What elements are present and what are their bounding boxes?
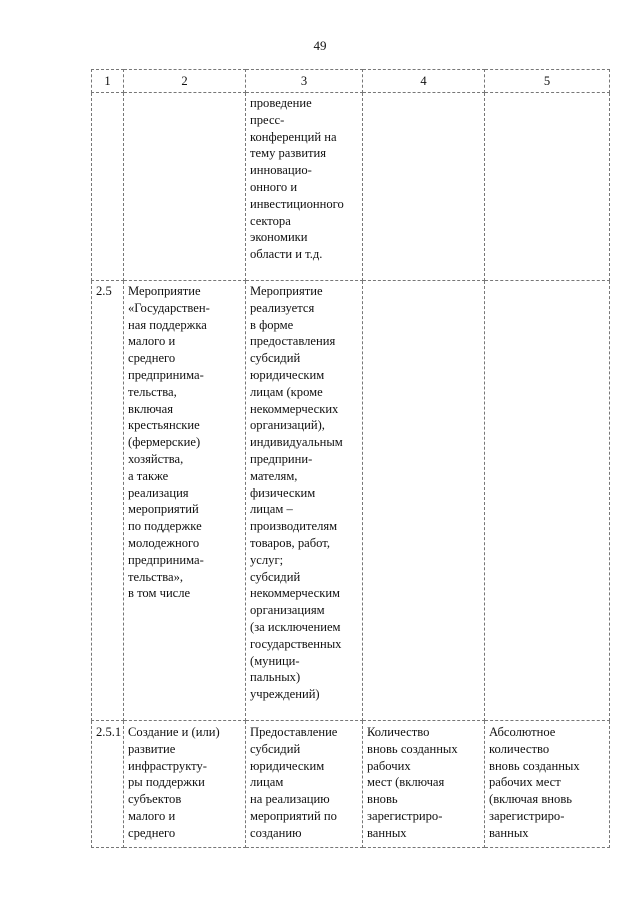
cell-text-line: физическим bbox=[250, 485, 316, 500]
cell-text-line: включая bbox=[128, 401, 173, 416]
cell-text-line: онного и bbox=[250, 179, 298, 194]
cell-text-line: хозяйства, bbox=[128, 451, 184, 466]
event-name-cell bbox=[124, 93, 246, 281]
row-number-cell: 2.5.1 bbox=[92, 721, 124, 848]
cell-text-line: пальных) bbox=[250, 670, 301, 685]
cell-text-line: количество bbox=[489, 741, 550, 756]
cell-text-line: (за исключением bbox=[250, 619, 341, 634]
header-cell-3: 3 bbox=[246, 70, 363, 93]
cell-text-line: на реализацию bbox=[250, 792, 330, 807]
cell-text-line: лицам bbox=[250, 775, 284, 790]
cell-text-line: в том числе bbox=[128, 586, 191, 601]
cell-text-line: лицам (кроме bbox=[250, 384, 323, 399]
cell-text-line: сектора bbox=[250, 213, 291, 228]
indicator-cell bbox=[363, 721, 485, 848]
table-row bbox=[92, 281, 610, 721]
cell-text-line: Количество bbox=[367, 725, 430, 739]
cell-text-line: учреждений) bbox=[250, 687, 320, 702]
cell-text-line: рабочих bbox=[367, 758, 411, 773]
cell-text-line: организациям bbox=[250, 603, 325, 618]
cell-text-line: среднего bbox=[128, 825, 176, 840]
cell-text-line: «Государствен- bbox=[128, 300, 210, 315]
indicator-description-cell bbox=[485, 281, 610, 721]
table-row bbox=[92, 93, 610, 281]
cell-text-line: тельства, bbox=[128, 384, 177, 399]
cell-text-line: услуг; bbox=[250, 552, 284, 567]
cell-text-line: юридическим bbox=[250, 758, 325, 773]
cell-text-line: Мероприятие bbox=[128, 284, 201, 298]
cell-text-line: инвестиционного bbox=[250, 196, 344, 211]
cell-text-line: крестьянские bbox=[128, 418, 200, 433]
cell-text-line: среднего bbox=[128, 351, 176, 366]
cell-text-line: некоммерческим bbox=[250, 586, 341, 601]
cell-text-line: субсидий bbox=[250, 741, 301, 756]
indicator-cell bbox=[363, 281, 485, 721]
cell-text-line: (фермерские) bbox=[128, 435, 201, 450]
page-number: 49 bbox=[313, 38, 327, 53]
cell-text-line: проведение bbox=[250, 96, 312, 110]
header-row bbox=[92, 70, 610, 93]
cell-text-line: созданию bbox=[250, 825, 302, 840]
cell-text-line: малого и bbox=[128, 334, 176, 349]
cell-text-line: области и т.д. bbox=[250, 247, 323, 262]
event-name-cell bbox=[124, 281, 246, 721]
cell-text-line: юридическим bbox=[250, 367, 325, 382]
cell-text-line: мест (включая bbox=[367, 775, 445, 790]
cell-text-line: Мероприятие bbox=[250, 284, 323, 298]
cell-text-line: конференций на bbox=[250, 129, 337, 144]
cell-text-line: ванных bbox=[367, 825, 407, 840]
cell-text-line: вновь bbox=[367, 792, 398, 807]
row-number-cell bbox=[92, 93, 124, 281]
cell-text-line: по поддержке bbox=[128, 519, 202, 534]
cell-text-line: мателям, bbox=[250, 468, 298, 483]
cell-text-line: рабочих мест bbox=[489, 775, 561, 790]
cell-text-line: предоставления bbox=[250, 334, 336, 349]
cell-text-line: развитие bbox=[128, 741, 176, 756]
cell-text-line: а также bbox=[128, 468, 169, 483]
cell-text-line: вновь созданных bbox=[489, 758, 580, 773]
event-content-cell bbox=[246, 721, 363, 848]
cell-text-line: организаций), bbox=[250, 418, 325, 433]
cell-text-line: товаров, работ, bbox=[250, 535, 330, 550]
table-row bbox=[92, 721, 610, 848]
cell-text-line: мероприятий по bbox=[250, 808, 337, 823]
cell-text-line: вновь созданных bbox=[367, 741, 458, 756]
cell-text-line: Абсолютное bbox=[489, 725, 556, 739]
cell-text-line: малого и bbox=[128, 808, 176, 823]
cell-text-line: Создание и (или) bbox=[128, 725, 220, 739]
indicator-cell bbox=[363, 93, 485, 281]
cell-text-line: предпринима- bbox=[128, 552, 204, 567]
cell-text-line: мероприятий bbox=[128, 502, 199, 517]
cell-text-line: молодежного bbox=[128, 535, 200, 550]
cell-text-line: ная поддержка bbox=[128, 317, 207, 332]
cell-text-line: индивидуальным bbox=[250, 435, 343, 450]
cell-text-line: (включая вновь bbox=[489, 792, 573, 807]
cell-text-line: ры поддержки bbox=[128, 775, 205, 790]
header-cell-4: 4 bbox=[363, 70, 485, 93]
cell-text-line: тельства», bbox=[128, 569, 184, 584]
cell-text-line: зарегистриро- bbox=[489, 808, 565, 823]
cell-text-line: инфраструкту- bbox=[128, 758, 207, 773]
cell-text-line: производителям bbox=[250, 519, 338, 534]
event-content-cell bbox=[246, 93, 363, 281]
cell-text-line: инновацио- bbox=[250, 163, 312, 178]
cell-text-line: предприни- bbox=[250, 451, 313, 466]
cell-text-line: экономики bbox=[250, 230, 308, 245]
header-cell-2: 2 bbox=[124, 70, 246, 93]
cell-text-line: (муници- bbox=[250, 653, 300, 668]
cell-text-line: субсидий bbox=[250, 569, 301, 584]
event-name-cell bbox=[124, 721, 246, 848]
cell-text-line: предпринима- bbox=[128, 367, 204, 382]
cell-text-line: пресс- bbox=[250, 112, 285, 127]
cell-text-line: зарегистриро- bbox=[367, 808, 443, 823]
cell-text-line: государственных bbox=[250, 636, 342, 651]
cell-text-line: некоммерческих bbox=[250, 401, 339, 416]
cell-text-line: субъектов bbox=[128, 792, 182, 807]
cell-text-line: реализация bbox=[128, 485, 189, 500]
cell-text-line: реализуется bbox=[250, 300, 315, 315]
cell-text-line: в форме bbox=[250, 317, 294, 332]
cell-text-line: тему развития bbox=[250, 146, 327, 161]
row-number-cell: 2.5 bbox=[92, 281, 124, 721]
cell-text-line: Предоставление bbox=[250, 725, 338, 739]
indicator-description-cell bbox=[485, 93, 610, 281]
header-cell-5: 5 bbox=[485, 70, 610, 93]
header-cell-1: 1 bbox=[92, 70, 124, 93]
event-content-cell bbox=[246, 281, 363, 721]
indicator-description-cell bbox=[485, 721, 610, 848]
cell-text-line: ванных bbox=[489, 825, 529, 840]
main-table bbox=[91, 69, 610, 848]
cell-text-line: субсидий bbox=[250, 351, 301, 366]
cell-text-line: лицам – bbox=[250, 502, 293, 517]
